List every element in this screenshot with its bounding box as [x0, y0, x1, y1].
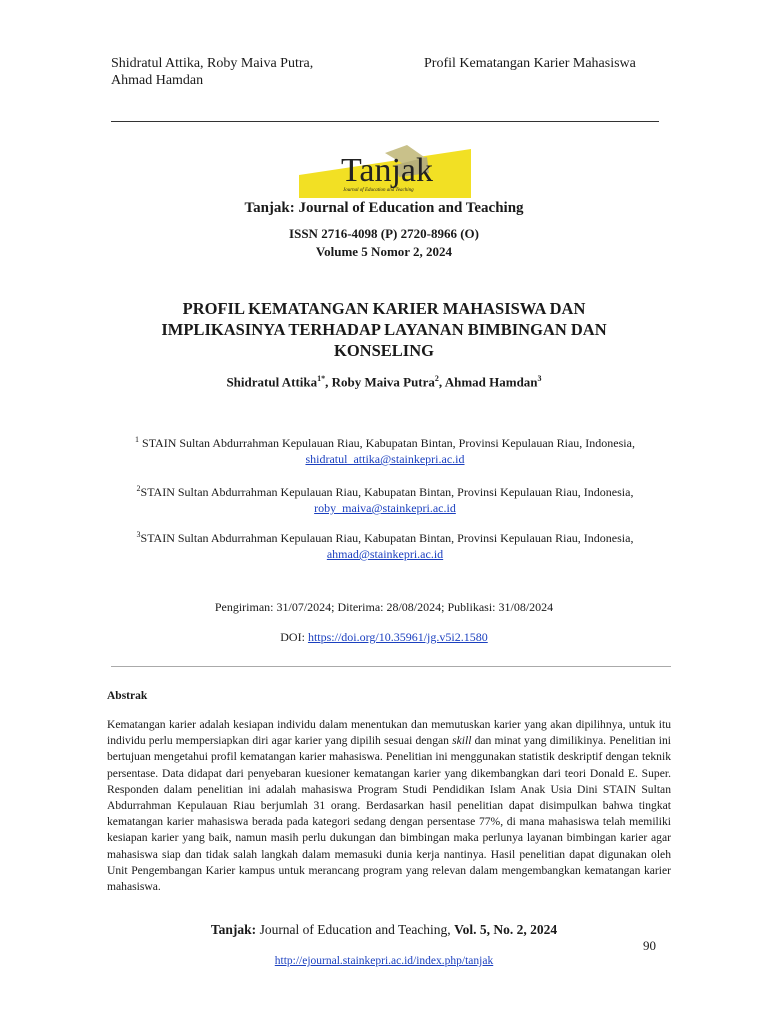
logo-wordmark: Tanjak — [341, 152, 434, 189]
author-name: Shidratul Attika — [226, 374, 318, 390]
affiliation-1: $^1$ STAIN Sultan Abdurrahman Kepulauan Riau, Kabupatan Bintan, Provinsi Kepulauan Riau, Indonesia, shidratul_attika@stainkepri.ac.id — [135, 435, 635, 466]
article-title: PROFIL KEMATANGAN KARIER MAHASISWA DAN IMPLIKASINYA TERHADAP LAYANAN BIMBINGAN DAN KONSELING — [161, 299, 607, 360]
doi-line — [0, 630, 768, 645]
author-list: Shidratul Attika$^{1*}$, Roby Maiva Putra$^2$, Ahmad Hamdan$^3$ — [226, 374, 542, 390]
doi-link[interactable]: https://doi.org/10.35961/jg.v5i2.1580 — [307, 630, 488, 644]
affiliation-2: $^2$STAIN Sultan Abdurrahman Kepulauan Riau, Kabupatan Bintan, Provinsi Kepulauan Riau, Indonesia, roby_maiva@stainkepri.ac.id — [136, 484, 634, 515]
email-link-2[interactable]: roby_maiva@stainkepri.ac.id — [314, 501, 456, 515]
author-sup: 2 — [434, 374, 439, 383]
italic-term: skill — [452, 734, 472, 748]
footer-journal: Tanjak: Journal of Education and Teaching, Vol. 5, No. 2, 2024 — [210, 922, 558, 937]
author-name: Roby Maiva Putra — [331, 374, 435, 390]
abstract-heading: Abstrak — [107, 690, 148, 702]
footer-url — [0, 955, 768, 967]
author-sup: 1* — [317, 374, 326, 383]
submission-dates: Pengiriman: 31/07/2024; Diterima: 28/08/2024; Publikasi: 31/08/2024 — [214, 600, 554, 614]
journal-url-link[interactable]: http://ejournal.stainkepri.ac.id/index.php/tanjak — [274, 955, 494, 967]
author-name: Ahmad Hamdan — [444, 374, 538, 390]
journal-logo — [299, 143, 471, 198]
page-number: 90 — [643, 938, 656, 953]
journal-name: Tanjak: Journal of Education and Teaching — [244, 200, 524, 216]
affiliation-3: $^3$STAIN Sultan Abdurrahman Kepulauan Riau, Kabupatan Bintan, Provinsi Kepulauan Riau, Indonesia, ahmad@stainkepri.ac.id — [136, 530, 634, 561]
logo-subtitle: Journal of Education and Teaching — [343, 188, 414, 193]
email-link-1[interactable]: shidratul_attika@stainkepri.ac.id — [305, 452, 465, 466]
journal-issn: ISSN 2716-4098 (P) 2720-8966 (O) — [289, 226, 479, 241]
author-sup: 3 — [537, 374, 542, 383]
journal-volume: Volume 5 Nomor 2, 2024 — [315, 244, 453, 259]
running-header-title: Profil Kematangan Karier Mahasiswa — [424, 56, 636, 71]
running-header-authors: Shidratul Attika, Roby Maiva Putra, Ahmad Hamdan — [111, 56, 314, 88]
email-link-3[interactable]: ahmad@stainkepri.ac.id — [326, 547, 444, 561]
doi-label: DOI: — [280, 630, 308, 644]
abstract-body: Kematangan karier adalah kesiapan individu dalam menentukan dan memutuskan karier yang akan dipilihnya, untuk itu individu perlu mempersiapkan diri agar karier yang dipilih sesuai dengan skill dan minat yang dimilikinya. Penelitian ini bertujuan mengetahui profil kematangan karier mahasiswa. Penelitian ini menggunakan statistik deskriptif dengan teknik persentase. Data didapat dari penyebaran kuesioner kematangan karier yang dikembangkan dari teori Donald E. Super. Responden dalam penelitian ini adalah mahasiswa Program Studi Pendidikan Islam Anak Usia Dini STAIN Sultan Abdurrahman Kepulauan Riau berjumlah 31 orang. Berdasarkan hasil penelitian dapat disimpulkan bahwa tingkat kematangan karier mahasiswa berada pada kategori sedang dengan persentase 77%, di mana mahasiswa telah memiliki kesiapan karier yang baik, namun masih perlu dukungan dan bimbingan maka perlunya layanan bimbingan karier agar mahasiswa siap dan tidak salah langkah dalam memasuki dunia kerja nantinya. Hasil penelitian dapat digunakan oleh Unit Pengembangan Karier kampus untuk merancang program yang relevan dalam mengembangkan kematangan karier mahasiswa. — [107, 718, 671, 894]
section-divider — [111, 666, 671, 667]
header-divider — [111, 121, 659, 122]
